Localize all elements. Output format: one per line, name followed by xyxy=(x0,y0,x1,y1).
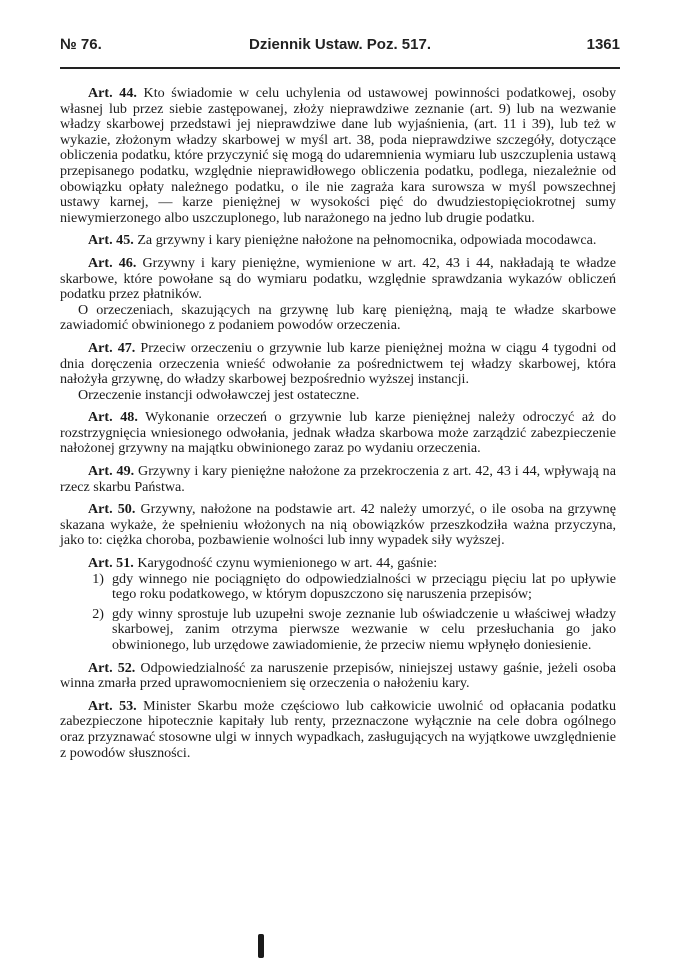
article-label: Art. 47. xyxy=(88,339,136,356)
article-49 xyxy=(60,464,616,495)
article-53 xyxy=(60,699,616,761)
article-46 xyxy=(60,256,616,334)
article-label: Art. 51. xyxy=(88,555,134,572)
article-52 xyxy=(60,661,616,692)
list-item xyxy=(60,572,616,603)
article-label: Art. 53. xyxy=(88,697,137,714)
article-label: Art. 50. xyxy=(88,501,136,518)
page-header xyxy=(60,36,620,60)
article-text: Za grzywny i kary pieniężne nałożone na pełnomocnika, odpowiada mocodawca. xyxy=(137,232,597,249)
article-label: Art. 46. xyxy=(88,254,137,271)
article-text: Wykonanie orzeczeń o grzywnie lub karze pieniężnej należy odroczyć aż do rozstrzygnięcia wniesionego odwołania, jednak władza skarbowa może zarządzić zabezpieczenie nałożonej grzywny na majątku obwinionego zaraz po wydaniu orzeczenia. xyxy=(60,409,616,457)
article-label: Art. 49. xyxy=(88,463,135,480)
article-label: Art. 44. xyxy=(88,85,137,101)
article-label: Art. 48. xyxy=(88,409,138,426)
article-continuation: Orzeczenie instancji odwoławczej jest ostateczne. xyxy=(78,386,360,403)
article-label: Art. 52. xyxy=(88,659,136,676)
list-item-number: 1) xyxy=(92,570,104,587)
article-text: Karygodność czynu wymienionego w art. 44, gaśnie: xyxy=(137,555,438,572)
article-51 xyxy=(60,556,616,654)
article-48 xyxy=(60,410,616,457)
list-item-text: gdy winny sprostuje lub uzupełni swoje zeznanie lub oświadczenie u właściwej władzy skarbowej, zanim otrzyma pierwsze wezwanie w celu przesłuchania go jako obwinionego, lub urzędowe zawiadomienie, że przeciw niemu wpłynęło doniesienie. xyxy=(112,605,616,653)
article-continuation: O orzeczeniach, skazujących na grzywnę lub karę pieniężną, mają te władze skarbowe zawiadomić obwinionego z podaniem powodów orzeczenia. xyxy=(60,301,616,334)
article-text: Grzywny i kary pieniężne nałożone za przekroczenia z art. 42, 43 i 44, wpływają na rzecz skarbu Państwa. xyxy=(60,463,616,495)
article-label: Art. 45. xyxy=(88,232,134,249)
article-45 xyxy=(60,233,616,249)
header-rule xyxy=(60,67,620,69)
article-44 xyxy=(60,86,616,226)
article-51-items xyxy=(60,572,616,654)
ink-mark xyxy=(258,934,264,958)
issue-number: № 76. xyxy=(60,36,102,53)
list-item xyxy=(60,607,616,654)
article-47 xyxy=(60,341,616,403)
article-text: Minister Skarbu może częściowo lub całkowicie uwolnić od opłacania podatku zabezpieczone hipotecznie kapitały lub renty, przeznaczone wyłącznie na cele dobra ogólnego oraz przyznawać stosowne ulgi w innych wypadkach, zasługujących na wyjątkowe uwzględnienie z powodów słuszności. xyxy=(60,697,617,761)
article-text: Odpowiedzialność za naruszenie przepisów, niniejszej ustawy gaśnie, jeżeli osoba winna zmarła przed uprawomocnieniem się orzeczenia o nałożeniu kary. xyxy=(60,659,616,692)
article-50 xyxy=(60,502,616,549)
article-text: Przeciw orzeczeniu o grzywnie lub karze pieniężnej można w ciągu 4 tygodni od dnia doręczenia orzeczenia wnieść odwołanie za pośrednictwem tej władzy skarbowej, która nałożyła grzywnę, do władzy skarbowej bezpośrednio wyższej instancji. xyxy=(60,339,617,388)
article-text: Grzywny, nałożone na podstawie art. 42 należy umorzyć, o ile osoba na grzywnę skazana wykaże, że spełnieniu włożonych na nią obowiązków przeszkodziła ważna przyczyna, jako to: ciężka choroba, pozbawienie wolności lub inny wypadek siły wyższej. xyxy=(60,501,616,549)
list-item-text: gdy winnego nie pociągnięto do odpowiedzialności w przeciągu pięciu lat po upływie tego roku podatkowego, w którym dopuszczono się naruszenia przepisów; xyxy=(112,570,616,603)
article-text: Kto świadomie w celu uchylenia od ustawowej powinności podatkowej, osoby własnej lub przez siebie zastępowanej, złoży nieprawdziwe zeznanie (art. 9) lub na wezwanie władzy skarbowej przedstawi jej nieprawdziwe dane lub wyjaśnienia, (art. 11 i 39), lub też w wykazie, złożonym władzy skarbowej w myśl art. 38, poda nieprawdziwe szczegóły, dotyczące obliczenia podatku, które przyczynić się mogą do udaremnienia wymiaru lub uszczuplenia ustawą przepisanego podatku, względnie nieprawidłowego obliczenia podatku, podlega, niezależnie od obowiązku opłaty należnego podatku, o ile nie zagraża kara surowsza w myśl powszechnej ustawy karnej, — karze pieniężnej w wysokości pięć do dwudziestopięciokrotnej sumy niewymierzonego albo uszczuplonego, lub narażonego na jedno lub drugie podatku. xyxy=(60,85,617,226)
page-number: 1361 xyxy=(586,36,620,53)
document-body xyxy=(60,86,616,768)
list-item-number: 2) xyxy=(92,605,104,622)
article-text: Grzywny i kary pieniężne, wymienione w art. 42, 43 i 44, nakładają te władze skarbowe, które powołane są do wymiaru podatku, względnie sprawdzania wykazów obliczeń podatku przez płatników. xyxy=(60,254,617,303)
journal-title: Dziennik Ustaw. Poz. 517. xyxy=(249,36,431,53)
